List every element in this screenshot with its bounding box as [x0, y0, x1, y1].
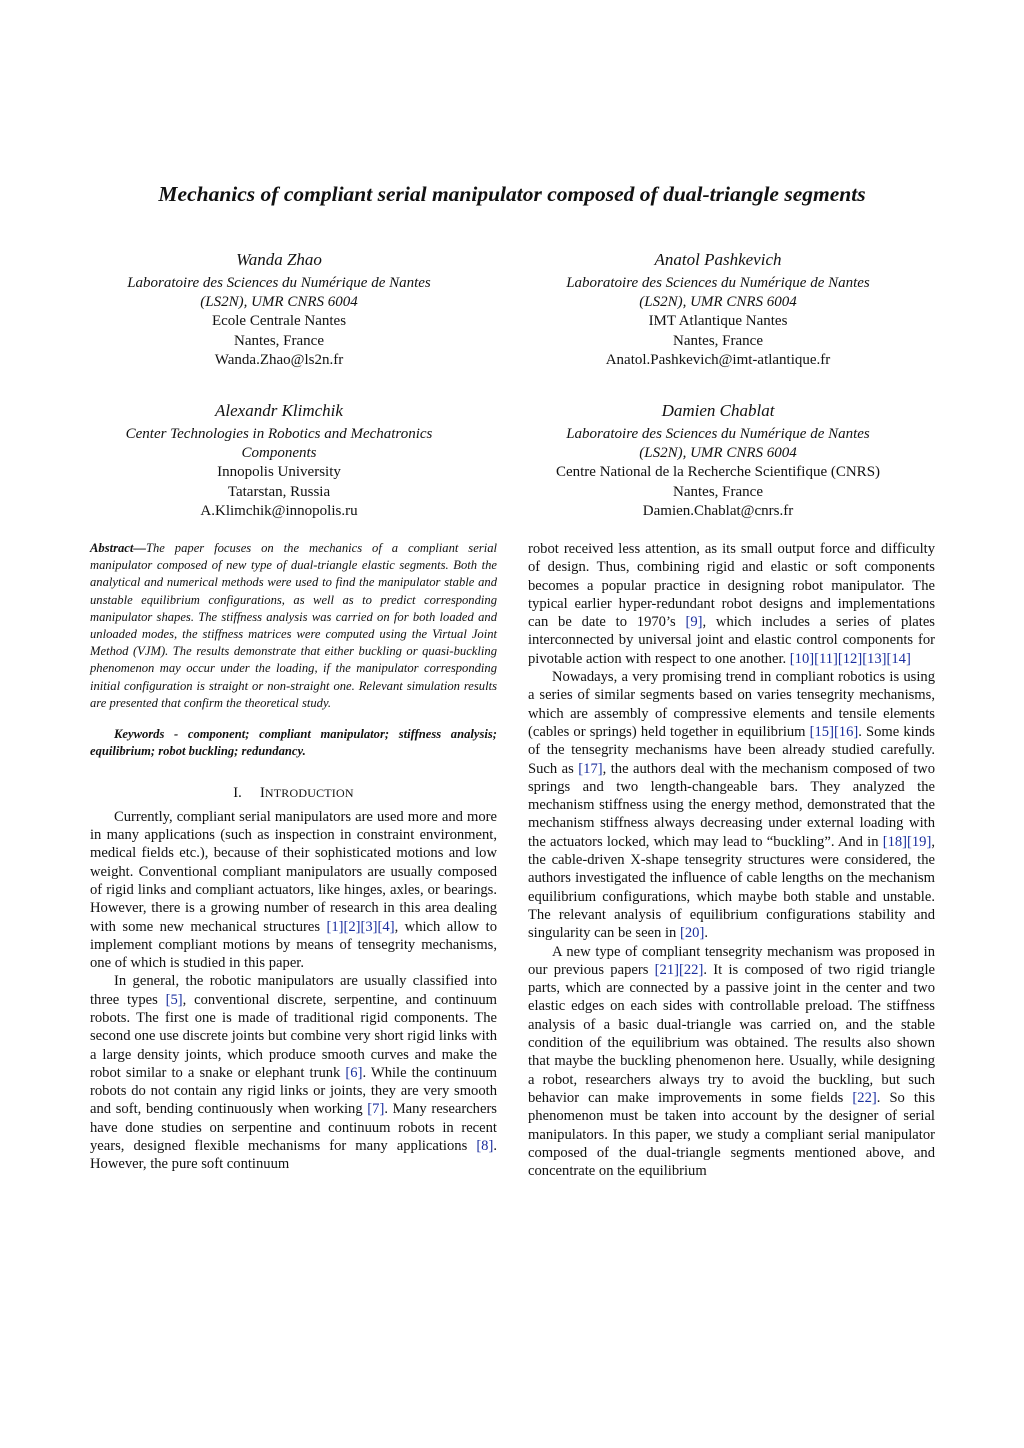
author-name: Damien Chablat [661, 401, 775, 420]
author-block [498, 248, 938, 370]
citation-link[interactable]: [8] [476, 1138, 494, 1155]
left-body-text [90, 808, 497, 1174]
paragraph-text: . So this phenomenon must be taken into account by the designer of serial manipulators. In this paper, we study a compliant serial manipulator composed of the dual-triangle segments mentioned above, and concentrate on the equilibrium [528, 1089, 935, 1180]
author-institution: IMT Atlantique Nantes [648, 313, 788, 330]
citation-link[interactable]: [21][22] [654, 961, 704, 978]
author-email[interactable]: Wanda.Zhao@ls2n.fr [214, 351, 344, 368]
author-name: Anatol Pashkevich [654, 250, 782, 269]
paragraph-text: . It is composed of two rigid triangle parts, which are connected by a passive joint in the center and two elastic edges on each sides with controllable preload. The stiffness analysis of a basic dual-triangle was carried on, and the stable condition of the equilibrium was obtained. The results also shown that maybe the buckling phenomenon here. Usually, while designing a robot, researchers always try to avoid the buckling, but such behavior can make improvements in some fields [528, 961, 935, 1106]
author-email[interactable]: Anatol.Pashkevich@imt-atlantique.fr [605, 351, 831, 368]
author-email[interactable]: Damien.Chablat@cnrs.fr [642, 502, 794, 519]
abstract-label: Abstract— [90, 541, 146, 555]
paragraph-text: In general, the robotic manipulators are usually classified into three types [90, 973, 497, 1008]
paragraph-text: , the authors deal with the mechanism composed of two springs and two length-changeable bars. They analyzed the mechanism stiffness using the energy method, demonstrated that the mechanism stiffness always decreasing under external loading with the actuators locked, which may lead to “buckling”. And in [528, 760, 935, 850]
citation-link[interactable]: [15][16] [809, 723, 859, 740]
paragraph-text: . [704, 925, 708, 942]
citation-link[interactable]: [7] [367, 1101, 385, 1118]
paper-title: Mechanics of compliant serial manipulator composed of dual-triangle segments [158, 182, 866, 206]
citation-link[interactable]: [18][19] [882, 833, 932, 850]
right-body-text [528, 540, 935, 1180]
author-affiliation: Laboratoire des Sciences du Numérique de Nantes [566, 426, 870, 442]
section-heading [90, 784, 497, 802]
author-institution: Centre National de la Recherche Scientifique (CNRS) [555, 464, 881, 481]
author-affiliation: (LS2N), UMR CNRS 6004 [639, 294, 797, 311]
citation-link[interactable]: [5] [165, 991, 183, 1008]
paragraph-text: robot received less attention, as its small output force and difficulty of design. Thus, combining rigid and elastic or soft components becomes a popular practice in designing robot manipulator. The typical earlier hyper-redundant robot designs and implementations can be date to 1970’s [528, 541, 935, 631]
author-affiliation: Laboratoire des Sciences du Numérique de Nantes [566, 275, 870, 291]
author-location: Nantes, France [234, 332, 324, 349]
paragraph [90, 808, 497, 973]
section-title-initial: I [260, 785, 265, 802]
author-affiliation: Laboratoire des Sciences du Numérique de Nantes [127, 275, 431, 291]
paragraph-text: , which allow to implement compliant motions by means of tensegrity mechanisms, one of which is studied in this paper. [90, 918, 497, 972]
abstract-text: The paper focuses on the mechanics of a compliant serial manipulator composed of new type of dual-triangle elastic segments. Both the analytical and numerical methods were used to find the manipulator stable and unstable equilibrium configurations, as well as to predict corresponding manipulator shapes. The stiffness analysis was carried on for both loaded and unloaded modes, the stiffness matrices were computed using the Virtual Joint Method (VJM). The results demonstrate that either buckling or quasi-buckling phenomenon may occur under the loading, if the manipulator corresponding initial configuration is straight or non-straight one. Relevant simulation results are presented that confirm the theoretical study. [90, 541, 497, 710]
author-affiliation: (LS2N), UMR CNRS 6004 [200, 294, 358, 311]
author-block [59, 399, 499, 521]
citation-link[interactable]: [9] [685, 614, 703, 631]
citation-link[interactable]: [17] [578, 760, 603, 777]
paragraph [90, 972, 497, 1173]
paragraph-text: . Some kinds of the tensegrity mechanisms have been already studied carefully. Such as [528, 723, 935, 777]
author-name: Alexandr Klimchik [215, 401, 343, 420]
section-title-rest: NTRODUCTION [264, 786, 354, 801]
keywords: Keywords - component; compliant manipulator; stiffness analysis; equilibrium; robot buckling; redundancy. [90, 727, 497, 759]
paragraph-text: . Many researchers have done studies on serpentine and continuum robots in recent years, designed flexible mechanisms for many applications [90, 1101, 497, 1155]
paragraph [528, 540, 935, 668]
left-column [90, 540, 497, 1174]
author-email[interactable]: A.Klimchik@innopolis.ru [200, 502, 358, 519]
paragraph-text: , conventional discrete, serpentine, and continuum robots. The first one is made of traditional rigid components. The second one use discrete joints but combine very short rigid links with a large density joints, which produce smooth curves and make the robot similar to a snake or elephant trunk [90, 991, 497, 1081]
citation-link[interactable]: [1][2][3][4] [326, 918, 395, 935]
paragraph-text: , the cable-driven X-shape tensegrity structures were considered, the authors investigated the influence of cable lengths on the mechanism equilibrium configurations, which maybe both stable and unstable. The relevant analysis of equilibrium configurations stability and singularity can be seen in [528, 833, 935, 942]
author-block [498, 399, 938, 521]
author-affiliation: Center Technologies in Robotics and Mechatronics [125, 426, 433, 442]
citation-link[interactable]: [22] [852, 1089, 877, 1106]
author-affiliation: Components [241, 445, 317, 462]
paragraph-text: . While the continuum robots do not contain any rigid links or joints, they are very smooth and soft, bending continuously when working [90, 1064, 497, 1118]
paragraph-text: Nowadays, a very promising trend in compliant robotics is using a series of similar segments based on varies tensegrity mechanisms, which are assembly of compressive elements and tensile elements (cables or springs) held together in equilibrium [528, 669, 935, 740]
abstract [90, 540, 497, 712]
section-number: I. [233, 785, 242, 802]
citation-link[interactable]: [20] [679, 925, 705, 942]
citation-link[interactable]: [10][11][12][13][14] [789, 650, 911, 667]
paragraph [528, 668, 935, 942]
paragraph-text: . However, the pure soft continuum [90, 1138, 497, 1173]
paragraph [528, 943, 935, 1181]
author-location: Nantes, France [673, 332, 763, 349]
right-column [528, 540, 935, 1180]
author-location: Nantes, France [673, 483, 763, 500]
author-block [59, 248, 499, 370]
paragraph-text: A new type of compliant tensegrity mechanism was proposed in our previous papers [528, 943, 935, 978]
paragraph-text: Currently, compliant serial manipulators are used more and more in many applications (such as inspection in constraint environment, medical fields etc.), because of their sophisticated motions and low weight. Conventional compliant manipulators are usually composed of rigid links and compliant actuators, like hinges, axles, or bearings. However, there is a growing number of research in this area dealing with some new mechanical structures [90, 808, 497, 935]
author-name: Wanda Zhao [236, 250, 322, 269]
paragraph-text: , which includes a series of plates interconnected by universal joint and elastic control components for pivotable action with respect to one another. [528, 614, 935, 667]
author-institution: Innopolis University [217, 464, 341, 481]
author-affiliation: (LS2N), UMR CNRS 6004 [639, 445, 797, 462]
author-institution: Ecole Centrale Nantes [211, 313, 347, 330]
citation-link[interactable]: [6] [345, 1064, 363, 1081]
author-location: Tatarstan, Russia [227, 483, 331, 500]
